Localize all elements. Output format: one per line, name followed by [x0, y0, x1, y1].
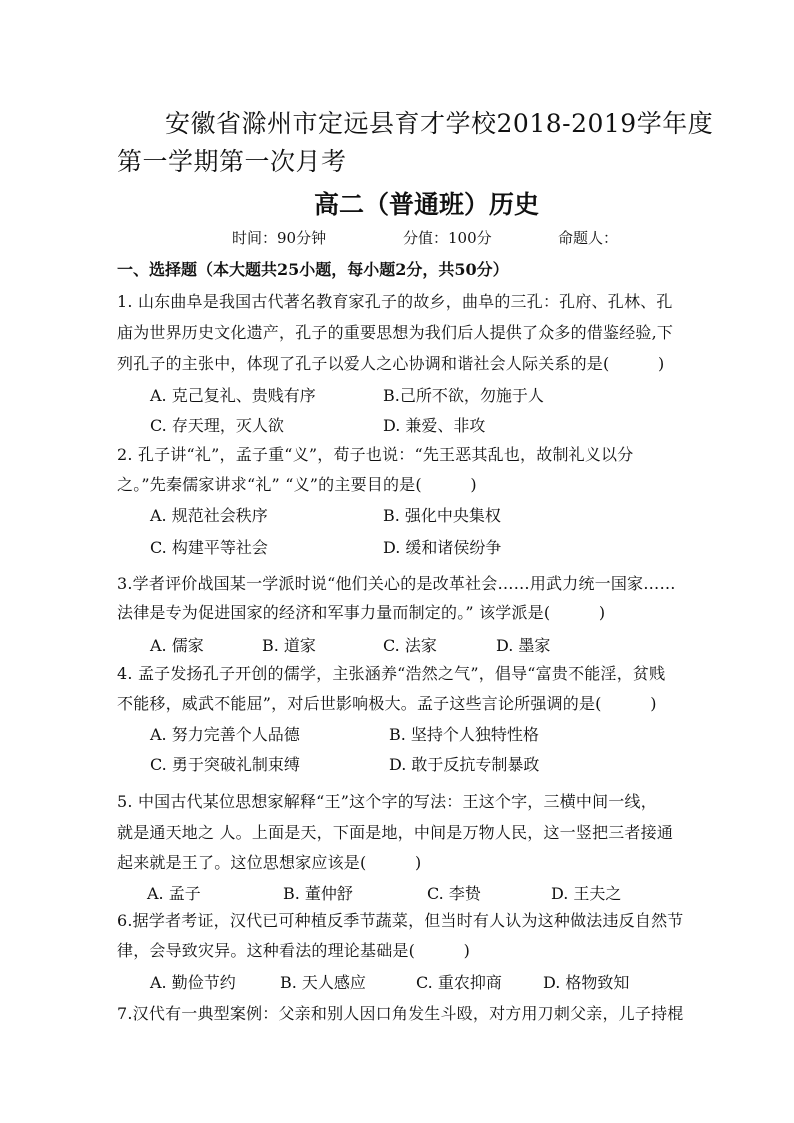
- question-1-line-1: 1. 山东曲阜是我国古代著名教育家孔子的故乡，曲阜的三孔：孔府、孔林、孔: [117, 292, 673, 311]
- question-4-option-c: C. 勇于突破礼制束缚: [150, 755, 300, 774]
- question-1-line-2: 庙为世界历史文化遗产，孔子的重要思想为我们后人提供了众多的借鉴经验,下: [117, 323, 674, 342]
- exam-author: 命题人：: [558, 229, 619, 247]
- question-4-option-b: B. 坚持个人独特性格: [389, 725, 539, 744]
- question-5-option-a: A. 孟子: [147, 884, 201, 903]
- question-1-option-b: B.己所不欲，勿施于人: [383, 386, 544, 405]
- question-5-line-3: 起来就是王了。这位思想家应该是( ): [117, 853, 422, 872]
- question-1-option-a: A. 克己复礼、贵贱有序: [150, 386, 316, 405]
- question-3-option-d: D. 墨家: [496, 636, 551, 655]
- question-2-option-c: C. 构建平等社会: [150, 538, 268, 557]
- question-1-line-3: 列孔子的主张中，体现了孔子以爱人之心协调和谐社会人际关系的是( ): [117, 354, 665, 373]
- question-5-option-b: B. 董仲舒: [283, 884, 353, 903]
- question-6-option-c: C. 重农抑商: [416, 973, 502, 992]
- question-3-option-b: B. 道家: [262, 636, 316, 655]
- title-line-1: 安徽省滁州市定远县育才学校2018-2019学年度: [165, 109, 714, 138]
- question-2-option-d: D. 缓和诸侯纷争: [383, 538, 502, 557]
- exam-subtitle: 高二（普通班）历史: [314, 190, 540, 219]
- question-2-line-1: 2. 孔子讲“礼”，孟子重“义”，荀子也说：“先王恶其乱也，故制礼义以分: [117, 445, 634, 464]
- question-4-line-2: 不能移，威武不能屈”，对后世影响极大。孟子这些言论所强调的是( ): [117, 694, 657, 713]
- question-6-option-a: A. 勤俭节约: [150, 973, 236, 992]
- question-3-line-2: 法律是专为促进国家的经济和军事力量而制定的。” 该学派是( ): [117, 603, 606, 622]
- exam-time: 时间：90分钟: [232, 229, 327, 247]
- question-4-line-1: 4. 孟子发扬孔子开创的儒学，主张涵养“浩然之气”，倡导“富贵不能淫，贫贱: [117, 664, 666, 683]
- question-5-line-1: 5. 中国古代某位思想家解释“王”这个字的写法：王这个字，三横中间一线，: [117, 792, 657, 811]
- title-line-2: 第一学期第一次月考: [117, 147, 347, 176]
- question-1-option-c: C. 存天理，灭人欲: [150, 416, 284, 435]
- question-5-line-2: 就是通天地之 人。上面是天，下面是地，中间是万物人民，这一竖把三者接通: [117, 823, 674, 842]
- question-6-line-1: 6.据学者考证，汉代已可种植反季节蔬菜，但当时有人认为这种做法违反自然节: [117, 911, 684, 930]
- question-4-option-d: D. 敢于反抗专制暴政: [389, 755, 540, 774]
- question-2-line-2: 之。”先秦儒家讲求“礼” “义”的主要目的是( ): [117, 475, 477, 494]
- question-6-option-b: B. 天人感应: [280, 973, 366, 992]
- question-5-option-c: C. 李贽: [427, 884, 481, 903]
- question-3-option-a: A. 儒家: [150, 636, 204, 655]
- question-6-line-2: 律，会导致灾异。这种看法的理论基础是( ): [117, 941, 471, 960]
- question-2-option-a: A. 规范社会秩序: [150, 506, 268, 525]
- question-7-line-1: 7.汉代有一典型案例：父亲和别人因口角发生斗殴，对方用刀刺父亲，儿子持棍: [117, 1004, 684, 1023]
- question-3-line-1: 3.学者评价战国某一学派时说“他们关心的是改革社会……用武力统一国家……: [117, 574, 676, 593]
- question-1-option-d: D. 兼爱、非攻: [383, 416, 486, 435]
- question-2-option-b: B. 强化中央集权: [383, 506, 501, 525]
- section-heading: 一、选择题（本大题共25小题，每小题2分，共50分）: [117, 260, 509, 279]
- exam-score: 分值：100分: [403, 229, 492, 247]
- question-3-option-c: C. 法家: [383, 636, 437, 655]
- question-6-option-d: D. 格物致知: [543, 973, 630, 992]
- question-5-option-d: D. 王夫之: [551, 884, 622, 903]
- question-4-option-a: A. 努力完善个人品德: [150, 725, 300, 744]
